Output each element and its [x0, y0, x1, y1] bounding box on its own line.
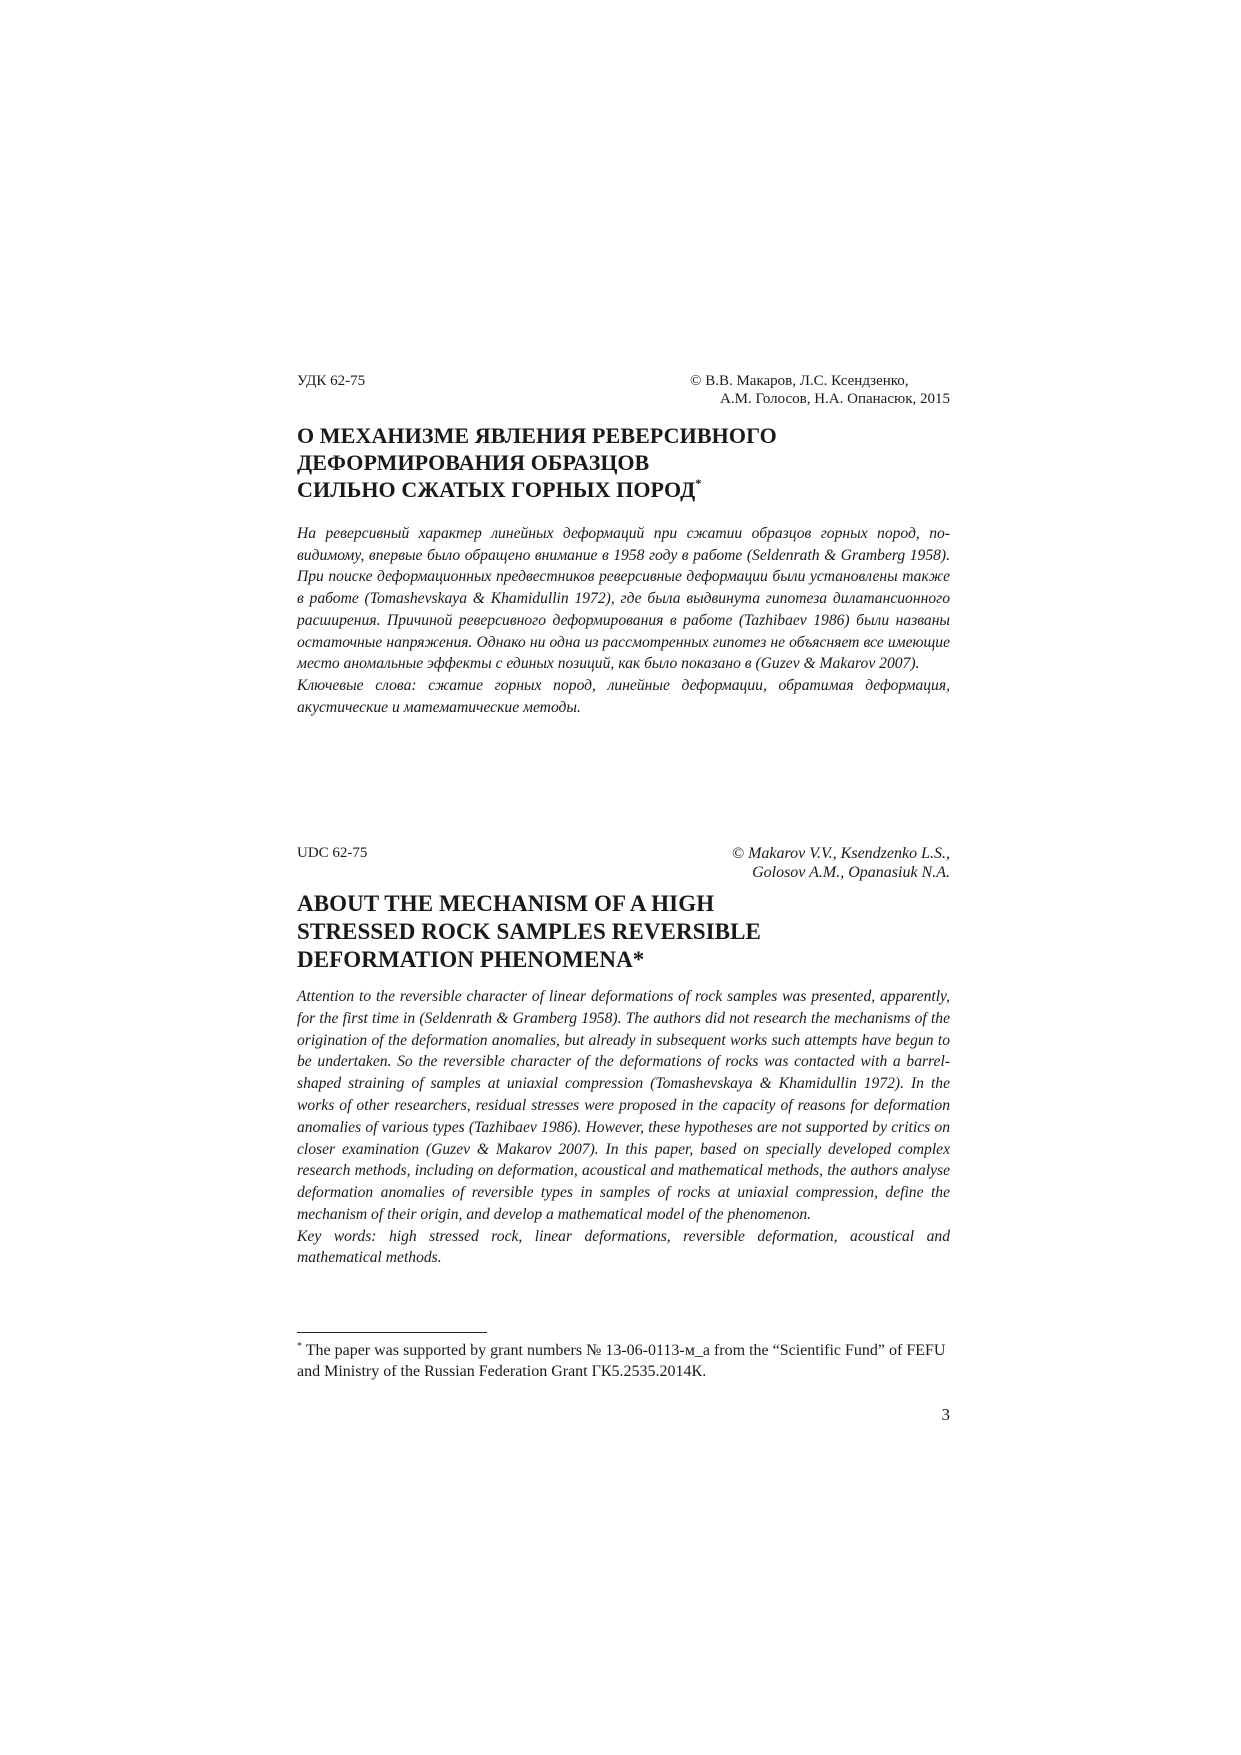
en-block	[297, 844, 950, 1269]
ru-title	[297, 422, 950, 503]
en-copyright	[732, 844, 950, 882]
ru-udc-code: УДК 62-75	[297, 373, 366, 389]
paper-page	[297, 372, 950, 1424]
ru-copyright-line-2: А.М. Голосов, Н.А. Опанасюк, 2015	[720, 391, 950, 407]
en-copyright-line-1: © Makarov V.V., Ksendzenko L.S.,	[731, 845, 950, 862]
en-abstract: Attention to the reversible character of linear deformations of rock samples was presented, apparently, for the first time in (Seldenrath & Gramberg 1958). The authors did not research the mechanisms of the origination of the deformation anomalies, but already in subsequent works such attempts have begun to be undertaken. So the reversible character of the deformations of rocks was contacted with a barrel-shaped straining of samples at uniaxial compression (Tomashevskaya & Khamidullin 1972). In the works of other researchers, residual stresses were proposed in the capacity of reasons for deformation anomalies of various types (Tazhibaev 1986). However, these hypotheses are not supported by critics on closer examination (Guzev & Makarov 2007). In this paper, based on specially developed complex research methods, including on deformation, acoustical and mathematical methods, the authors analyse deformation anomalies of reversible types in samples of rocks at uniaxial compression, define the mechanism of their origin, and develop a mathematical model of the phenomenon.	[297, 988, 950, 1223]
ru-title-footnote-marker: *	[695, 476, 702, 490]
footnote-marker: *	[297, 1341, 302, 1352]
en-meta-row	[297, 844, 950, 880]
ru-title-line-3-text: СИЛЬНО СЖАТЫХ ГОРНЫХ ПОРОД	[297, 477, 696, 502]
footnote-divider	[297, 1332, 487, 1333]
ru-abstract: На реверсивный характер линейных деформаций при сжатии образцов горных пород, по-видимому, впервые было обращено внимание в 1958 году в работе (Seldenrath & Gramberg 1958). При поиске деформационных предвестников реверсивные деформации были установлены также в работе (Tomashevskaya & Khamidullin 1972), где была выдвинута гипотеза дилатансионного расширения. Причиной реверсивного деформирования в работе (Tazhibaev 1986) были названы остаточные напряжения. Однако ни одна из рассмотренных гипотез не объясняет все имеющие место аномальные эффекты с единых позиций, как было показано в (Guzev & Makarov 2007).	[297, 525, 950, 673]
en-keywords: Key words: high stressed rock, linear deformations, reversible deformation, acoustical and mathematical methods.	[297, 1227, 950, 1267]
en-title-line-2: STRESSED ROCK SAMPLES REVERSIBLE	[297, 919, 761, 944]
ru-title-line-1: О МЕХАНИЗМЕ ЯВЛЕНИЯ РЕВЕРСИВНОГО	[297, 423, 777, 448]
en-udc-code: UDC 62-75	[297, 845, 368, 861]
en-title-line-3: DEFORMATION PHENOMENA*	[297, 947, 645, 972]
ru-copyright	[690, 372, 950, 408]
ru-keywords: Ключевые слова: сжатие горных пород, линейные деформации, обратимая деформация, акустические и математические методы.	[297, 676, 950, 716]
ru-meta-row	[297, 372, 950, 408]
page-number: 3	[941, 1405, 950, 1424]
en-title	[297, 890, 950, 974]
ru-title-line-3	[297, 476, 950, 503]
en-title-line-1: ABOUT THE MECHANISM OF A HIGH	[297, 891, 715, 916]
ru-copyright-line-1: © В.В. Макаров, Л.С. Ксендзенко,	[690, 373, 909, 389]
footnote	[297, 1340, 950, 1382]
ru-title-line-2: ДЕФОРМИРОВАНИЯ ОБРАЗЦОВ	[297, 450, 650, 475]
footnote-text: The paper was supported by grant numbers № 13-06-0113-м_а from the “Scientific Fund” of FEFU and Ministry of the Russian Federation Grant ГК5.2535.2014К.	[297, 1342, 946, 1380]
en-copyright-line-2: Golosov A.M., Opanasiuk N.A.	[752, 864, 950, 881]
